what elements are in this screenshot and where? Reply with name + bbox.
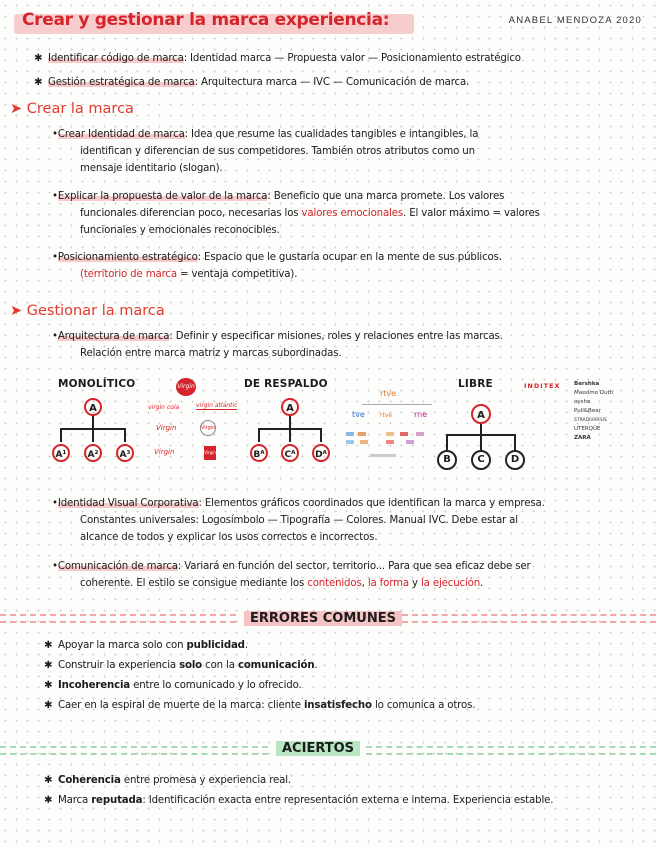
crear-posicionamiento-line1: •Posicionamiento estratégico: Espacio que le gustaría ocupar en la mente de sus públicos. (52, 252, 502, 263)
errores-item: ✱ Construir la experiencia solo con la comunicación. (44, 660, 318, 671)
divider-band (366, 746, 656, 755)
aciertos-item: ✱ Marca reputada: Identificación exacta entre representación externa e interna. Experiencia estable. (44, 795, 554, 806)
asterisk-icon: ✱ (34, 53, 43, 64)
virgin-logo: Virgin (156, 424, 177, 432)
tree-connector (60, 428, 62, 442)
identidad-line2: Constantes universales: Logosímbolo — Tipografía — Colores. Manual IVC. Debe estar al (80, 515, 518, 526)
errores-item: ✱ Caer en la espiral de muerte de la marca: cliente insatisfecho lo comunica a otros. (44, 700, 476, 711)
divider-band (402, 614, 656, 623)
errores-item: ✱ Apoyar la marca solo con publicidad. (44, 640, 248, 651)
diagram-node-root: A (471, 404, 491, 424)
rtve-logo: rtve (380, 389, 397, 398)
tree-connector (92, 416, 94, 428)
diagram-node-child: C (471, 450, 491, 470)
diagram-node-root: A (281, 398, 299, 416)
inditex-brand-list: Bershka Massimo Dutti oysho Pull&Bear STRADIVARIUS UTERQÜE ZARA (574, 381, 614, 441)
tree-connector (362, 404, 432, 405)
intro-item-2: ✱ Gestión estratégica de marca: Arquitectura marca — IVC — Comunicación de marca. (34, 74, 469, 91)
tree-connector (289, 428, 291, 442)
tree-connector (480, 434, 482, 450)
diagram-node-child: B (437, 450, 457, 470)
tree-connector (289, 416, 291, 428)
tree-connector (514, 434, 516, 450)
identidad-line3: alcance de todos y explicar los usos correctos e incorrectos. (80, 532, 378, 543)
rtve-channel-logos (346, 432, 436, 458)
diagram-node-child: D (505, 450, 525, 470)
section-heading-aciertos: ACIERTOS (276, 741, 360, 756)
crear-propuesta-line2: funcionales diferencian poco, necesarias los valores emocionales. El valor máximo = valores (80, 208, 540, 219)
aciertos-item: ✱ Coherencia entre promesa y experiencia real. (44, 775, 292, 786)
diagram-title-monolitico: MONOLÍTICO (58, 378, 136, 390)
virgin-logo: Virgin (176, 378, 196, 396)
tve-logo: tve (352, 410, 365, 419)
diagram-node-child: A² (84, 444, 102, 462)
section-heading-gestionar: ➤ Gestionar la marca (10, 303, 165, 319)
tree-connector (258, 428, 260, 442)
diagram-node-child: Dᴬ (312, 444, 330, 462)
virgin-atlantic-logo: virgin atlantic (196, 402, 238, 409)
tree-connector (92, 428, 94, 442)
author-label: ANABEL MENDOZA 2020 (508, 15, 642, 26)
divider-band (0, 746, 268, 755)
diagram-title-respaldo: DE RESPALDO (244, 378, 328, 390)
intro-item-1: ✱ Identificar código de marca: Identidad marca — Propuesta valor — Posicionamiento estratégico (34, 50, 521, 67)
tree-connector (446, 434, 448, 450)
rtve-logo: rtve (380, 412, 393, 419)
asterisk-icon: ✱ (34, 77, 43, 88)
crear-identidad-line3: mensaje identitario (slogan). (80, 163, 223, 174)
diagram-node-root: A (84, 398, 102, 416)
crear-identidad-line2: identifican y diferencian de sus competidores. También otros atributos como un (80, 146, 475, 157)
identidad-line1: •Identidad Visual Corporativa: Elementos gráficos coordinados que identifican la marca y empresa. (52, 498, 545, 509)
section-heading-errores: ERRORES COMUNES (244, 611, 402, 626)
crear-identidad-line1: •Crear Identidad de marca: Idea que resume las cualidades tangibles e intangibles, la (52, 129, 479, 140)
crear-posicionamiento-line2: (territorio de marca = ventaja competitiva). (80, 269, 298, 280)
virgin-cola-logo: virgin cola (148, 404, 180, 411)
virgin-logo: Virgin (154, 448, 175, 456)
errores-item: ✱ Incoherencia entre lo comunicado y lo ofrecido. (44, 680, 302, 691)
rne-logo: rne (414, 410, 428, 419)
diagram-node-child: A³ (116, 444, 134, 462)
crear-propuesta-line3: funcionales y emocionales reconocibles. (80, 225, 280, 236)
diagram-node-child: Bᴬ (250, 444, 268, 462)
divider-band (0, 614, 236, 623)
tree-connector (480, 424, 482, 434)
diagram-node-child: Cᴬ (281, 444, 299, 462)
diagram-title-libre: LIBRE (458, 378, 493, 390)
tree-connector (124, 428, 126, 442)
arquitectura-line2: Relación entre marca matriz y marcas subordinadas. (80, 348, 342, 359)
section-heading-crear: ➤ Crear la marca (10, 101, 134, 117)
virgin-logo: Virgin (204, 446, 216, 460)
crear-propuesta-line1: •Explicar la propuesta de valor de la marca: Beneficio que una marca promete. Los valores (52, 191, 505, 202)
comunicacion-line1: •Comunicación de marca: Variará en función del sector, territorio... Para que sea eficaz debe ser (52, 561, 531, 572)
page-title: Crear y gestionar la marca experiencia: (22, 10, 390, 30)
tree-connector (320, 428, 322, 442)
diagram-node-child: A¹ (52, 444, 70, 462)
inditex-logo: INDITEX (524, 382, 561, 390)
comunicacion-line2: coherente. El estilo se consigue mediante los contenidos, la forma y la ejecución. (80, 578, 484, 589)
arquitectura-line1: •Arquitectura de marca: Definir y especificar misiones, roles y relaciones entre las marcas. (52, 331, 503, 342)
virgin-logo: Virgin (200, 420, 216, 436)
